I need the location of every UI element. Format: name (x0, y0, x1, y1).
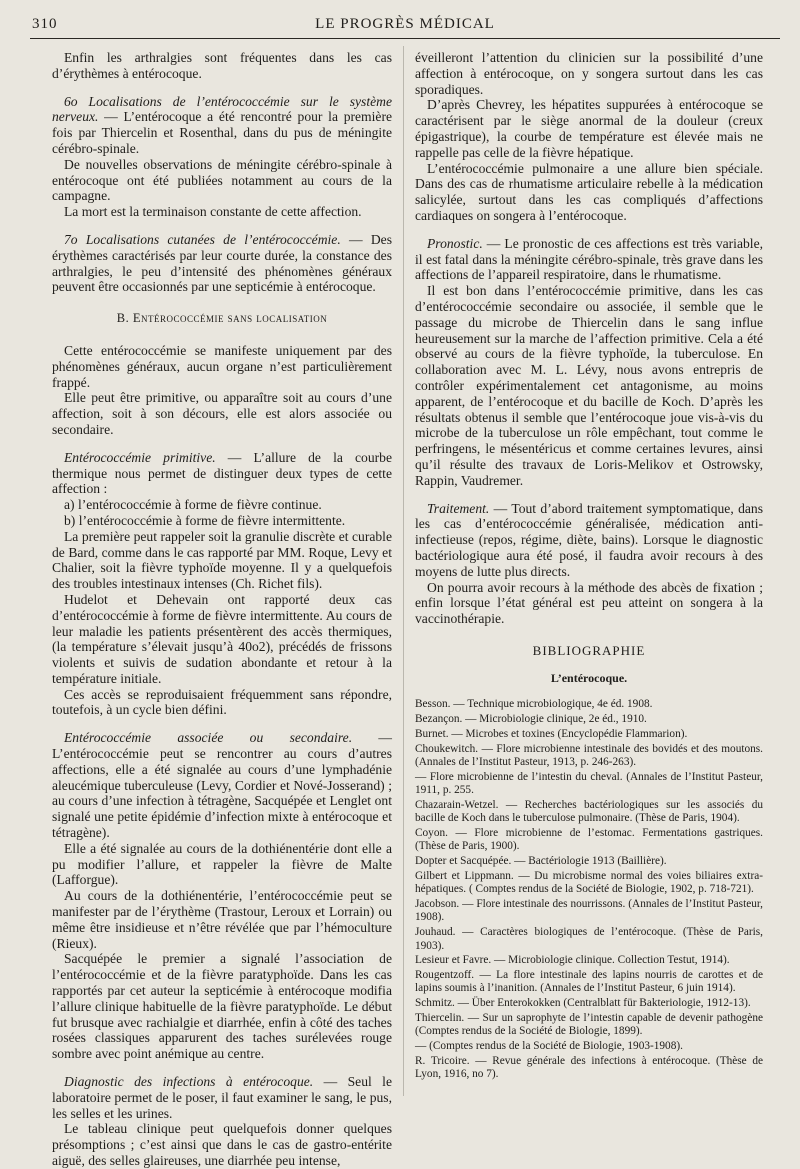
paragraph: Entérococcémie primitive. — L’allure de la courbe thermique nous permet de distinguer deux types de cette affection : (52, 449, 392, 497)
reference: Gilbert et Lippmann. — Du microbisme normal des voies biliaires extra-hépatiques. ( Comptes rendus de la Société de Biologie, 1902, p. 718-721). (415, 870, 763, 896)
subsection-title: 7o Localisations cutanées de l’entérococcémie. (64, 231, 341, 247)
column-divider (403, 46, 404, 1096)
reference: Besson. — Technique microbiologique, 4e éd. 1908. (415, 698, 653, 711)
paragraph: Il est bon dans l’entérococcémie primitive, dans les cas d’entérococcémie secondaire ou associée, il semble que le passage du microbe de Thiercelin dans le sang influe heureusement sur la marche de l’affection primitive. Cela a été observé au cours de la fièvre typhoïde, la tuberculose. En collaboration avec M. L. Lévy, nous avons entrepris de contrôler expérimentalement cet antagonisme, au moins apparent, de l’entérocoque et du bacille de Koch. D’après les résultats obtenus il semble que l’entérocoque joue vis-à-vis du microbe de la tuberculose un rôle empêchant, tout comme le perfringens, le mésentéricus et comme certaines levures, ainsi qu’il résulte des travaux de Loris-Melikov et Ostrowsky, Rappin, Vaudremer. (415, 283, 763, 488)
subsection-title: Diagnostic des infections à entérocoque. (64, 1074, 314, 1090)
reference: Choukewitch. — Flore microbienne intestinale des bovidés et des moutons. (Annales de l’Institut Pasteur, 1913, p. 246-263). (415, 742, 763, 769)
paragraph: Au cours de la dothiénentérie, l’entérococcémie peut se manifester par de l’érythème (Trastour, Leroux et Lorrain) ou même être insidieuse et n’être révélée que par l’hémoculture (Rieux). (52, 888, 392, 951)
reference: — Flore microbienne de l’intestin du cheval. (Annales de l’Institut Pasteur, 1911, p. 255. (415, 770, 763, 797)
paragraph: Hudelot et Dehevain ont rapporté deux cas d’entérococcémie à forme de fièvre intermittente. Au cours de leur maladie les patients présentèrent des accès thermiques, (la température s’élevait jusqu’à 40o2), précédés de frissons violents et suivis de sudation abondante et retour à la température initiale. (52, 591, 392, 686)
paragraph: Cette entérococcémie se manifeste uniquement par des phénomènes généraux, aucun organe n’est particulièrement frappé. (52, 342, 392, 390)
reference: Dopter et Sacquépée. — Bactériologie 1913 (Baillière). (415, 855, 667, 868)
paragraph: Traitement. — Tout d’abord traitement symptomatique, dans les cas d’entérococcémie généralisée, médication anti-infectieuse (repos, régime, diète, bains). Lorsque le diagnostic bactériologique aura été posé, il faudra avoir recours à des moyens de lutte plus directs. (415, 500, 763, 579)
paragraph: Entérococcémie associée ou secondaire. — L’entérococcémie peut se rencontrer au cours d’autres affections, elle a été signalée au cours d’une lymphadénie aleucémique tuberculeuse (Levy, Cordier et Nové-Josserand) ; au cours d’une infection à tétragène, Sacquépée et Lenglet ont signalé une petite épidémie d’infection mixte à entérocoque et tétragène). (52, 730, 392, 841)
subsection-title: Entérococcémie associée ou secondaire. (64, 730, 353, 746)
reference: Rougentzoff. — La flore intestinale des lapins nourris de carottes et de lapins soumis à l’inanition. (Annales de l’Institut Pasteur, 6 juin 1914). (415, 969, 763, 995)
running-header (30, 12, 780, 39)
paragraph: Pronostic. — Le pronostic de ces affections est très variable, il est fatal dans la méningite cérébro-spinale, très grave dans les affections de l’appareil respiratoire, dans le rhumatisme. (415, 235, 763, 283)
reference: Chazarain-Wetzel. — Recherches bactériologiques sur les associés du bacille de Koch dans le tuberculose pulmonaire. (Thèse de Paris, 1904). (415, 799, 763, 825)
paragraph: La première peut rappeler soit la granulie discrète et curable de Bard, comme dans le cas rapporté par MM. Roque, Levy et Chalier, soit la fièvre typhoïde moyenne. Il y a quelquefois des troubles intestinaux intenses (Ch. Richet fils). (52, 528, 392, 592)
paragraph: La mort est la terminaison constante de cette affection. (64, 204, 362, 220)
reference: Jouhaud. — Caractères biologiques de l’entérocoque. (Thèse de Paris, 1903). (415, 926, 763, 952)
paragraph: Sacquépée le premier a signalé l’association de l’entérococcémie et de la fièvre paratyphoïde. Dans les cas rapportés par cet auteur la septicémie à entérocoque modifia l’allure clinique habituelle de la fièvre paratyphoïde. Le début fut brusque avec rachialgie et diarrhée, enfin à côté des taches rosées classiques apparurent des taches surélevées rouge sombre avec point anémique au centre. (52, 951, 392, 1062)
right-column (415, 50, 763, 1083)
left-column (52, 50, 392, 1169)
reference: Bezançon. — Microbiologie clinique, 2e éd., 1910. (415, 713, 647, 726)
reference: Jacobson. — Flore intestinale des nourrissons. (Annales de l’Institut Pasteur, 1908). (415, 898, 763, 924)
paragraph: 6o Localisations de l’entérococcémie sur le système nerveux. — L’entérocoque a été rencontré pour la première fois par Thiercelin et Rosenthal, dans du pus de méningite cérébro-spinale. (52, 93, 392, 156)
paragraph: Elle peut être primitive, ou apparaître soit au cours d’une affection, soit à son décours, elle est alors associée ou secondaire. (52, 390, 392, 437)
page-number: 310 (32, 16, 58, 32)
paragraph: Diagnostic des infections à entérocoque. — Seul le laboratoire permet de le poser, il faut examiner le sang, le pus, les selles et les urines. (52, 1074, 392, 1121)
paragraph: éveilleront l’attention du clinicien sur la possibilité d’une affection à entérocoque, on y songera surtout dans les cas sporadiques. (415, 50, 763, 97)
paragraph: On pourra avoir recours à la méthode des abcès de fixation ; enfin lorsque l’état général est peu atteint on songera à la vaccinothérapie. (415, 579, 763, 627)
paragraph: De nouvelles observations de méningite cérébro-spinale à entérocoque ont été publiées notamment au cours de la campagne. (52, 156, 392, 204)
reference: R. Tricoire. — Revue générale des infections à entérocoque. (Thèse de Lyon, 1916, no 7). (415, 1054, 763, 1081)
bibliography-subheading: L’entérocoque. (550, 670, 628, 685)
paragraph: D’après Chevrey, les hépatites suppurées à entérocoque se caractérisent par le siège anormal de la douleur (creux épigastrique), la courbe de température est élevée mais ne rappelle pas celle de la fièvre hépatique. (415, 97, 763, 160)
reference: Coyon. — Flore microbienne de l’estomac. Fermentations gastriques. (Thèse de Paris, 1900). (415, 827, 763, 853)
paragraph: Ces accès se reproduisaient fréquemment sans répondre, toutefois, à un cycle bien défini. (52, 686, 392, 718)
paragraph: Enfin les arthralgies sont fréquentes dans les cas d’érythèmes à entérocoque. (52, 50, 392, 81)
bibliography-list (415, 698, 763, 1081)
subsection-title: Pronostic. (427, 235, 483, 251)
reference: Burnet. — Microbes et toxines (Encyclopédie Flammarion). (415, 728, 688, 741)
paragraph: 7o Localisations cutanées de l’entérococcémie. — Des érythèmes caractérisés par leur courte durée, la constance des arthralgies, le peu d’intensité des phénomènes généraux peuvent être occasionnés par une septicémie à entérocoque. (52, 231, 392, 295)
paragraph: Elle a été signalée au cours de la dothiénentérie dont elle a pu modifier l’allure, et rappeler la fièvre de Malte (Lafforgue). (52, 840, 392, 888)
reference: Lesieur et Favre. — Microbiologie clinique. Collection Testut, 1914). (415, 954, 730, 967)
paragraph: L’entérococcémie pulmonaire a une allure bien spéciale. Dans des cas de rhumatisme articulaire rebelle à la médication salicylée, surtout dans les cas compliqués d’affections cardiaques on songera à l’entérocoque. (415, 160, 763, 223)
list-item: b) l’entérococcémie à forme de fièvre intermittente. (64, 512, 346, 528)
paragraph: Le tableau clinique peut quelquefois donner quelques présomptions ; c’est ainsi que dans le cas de gastro-entérite aiguë, des selles glaireuses, une diarrhée peu intense, (52, 1121, 392, 1168)
reference: Thiercelin. — Sur un saprophyte de l’intestin capable de devenir pathogène (Comptes rendus de la Société de Biologie, 1899). (415, 1012, 763, 1038)
reference: — (Comptes rendus de la Société de Biologie, 1903-1908). (415, 1040, 683, 1053)
subsection-title: Traitement. (427, 500, 490, 516)
section-heading: B. Entérococcémie sans localisation (116, 311, 328, 326)
subsection-title: 6o Localisations de l’entérococcémie sur le système nerveux. (52, 93, 392, 125)
list-item: a) l’entérococcémie à forme de fièvre continue. (64, 497, 322, 513)
bibliography-heading: BIBLIOGRAPHIE (532, 642, 646, 658)
journal-title: LE PROGRÈS MÉDICAL (315, 16, 495, 32)
subsection-title: Entérococcémie primitive. (64, 449, 216, 465)
reference: Schmitz. — Über Enterokokken (Centralblatt für Bakteriologie, 1912-13). (415, 997, 751, 1010)
